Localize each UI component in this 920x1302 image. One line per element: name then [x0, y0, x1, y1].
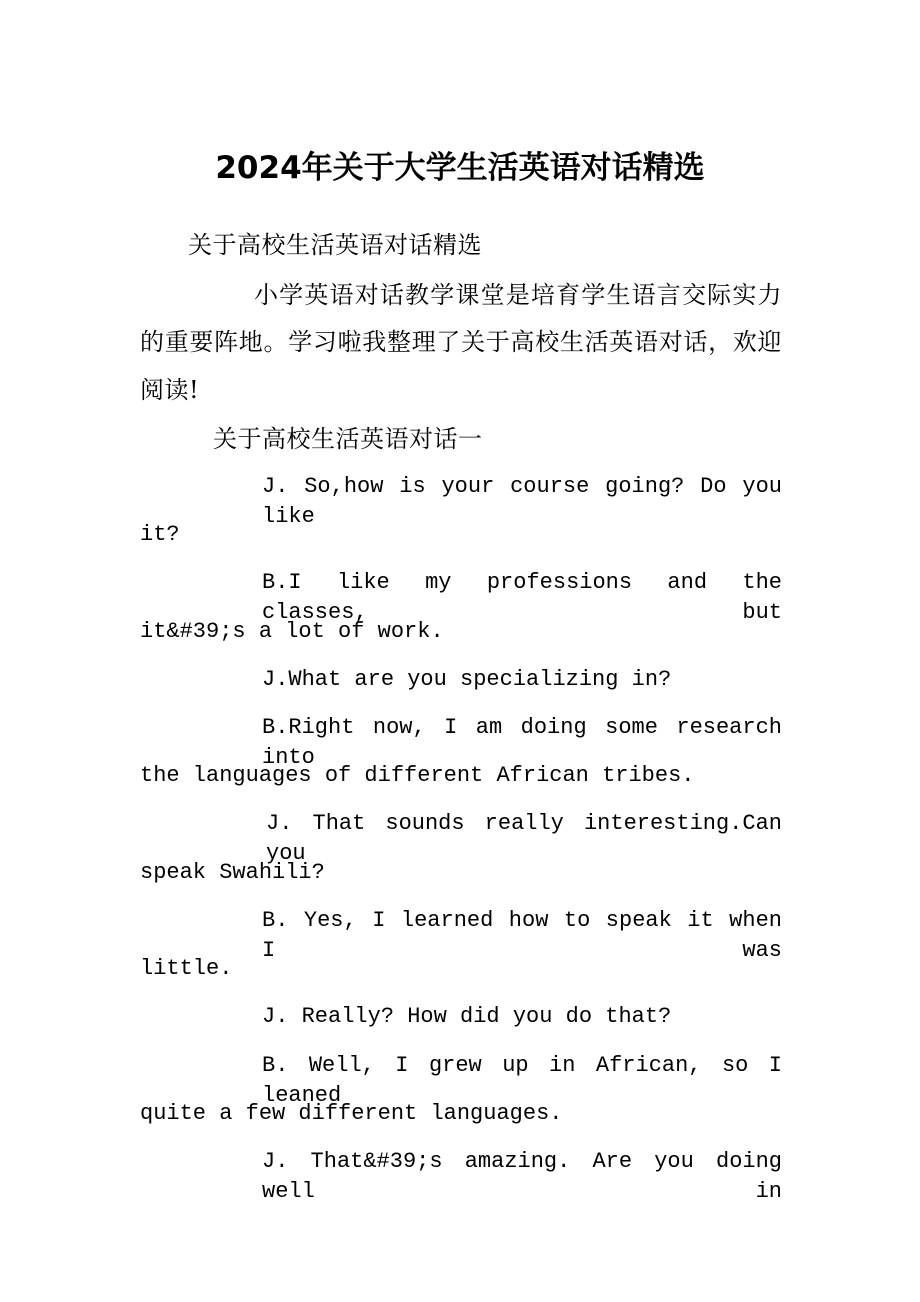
- dialogue-line: J. That&#39;s amazing. Are you doing well in: [262, 1149, 782, 1204]
- dialogue-line: the languages of different African tribes.: [140, 763, 695, 788]
- intro-line: 小学英语对话教学课堂是培育学生语言交际实力: [254, 281, 782, 309]
- dialogue-line: B. Yes, I learned how to speak it when I was: [262, 908, 782, 963]
- document-title: 2024年关于大学生活英语对话精选: [215, 150, 705, 186]
- dialogue-line: it?: [140, 522, 180, 547]
- dialogue-line: it&#39;s a lot of work.: [140, 619, 444, 644]
- subtitle: 关于高校生活英语对话精选: [188, 231, 482, 259]
- dialogue-line: quite a few different languages.: [140, 1101, 563, 1126]
- dialogue-line: J. So,how is your course going? Do you like: [262, 474, 782, 529]
- dialogue-line: J.What are you specializing in?: [262, 667, 672, 692]
- intro-line: 阅读!: [140, 376, 200, 404]
- dialogue-line: speak Swahili?: [140, 860, 325, 885]
- dialogue-line: J. Really? How did you do that?: [262, 1004, 672, 1029]
- dialogue-line: little.: [140, 956, 233, 981]
- dialogue-line: B.I like my professions and the classes, but: [262, 570, 782, 625]
- dialogue-line: J. That sounds really interesting.Can you: [266, 811, 782, 866]
- dialogue-line: B.Right now, I am doing some research into: [262, 715, 782, 770]
- section-heading: 关于高校生活英语对话一: [213, 425, 483, 453]
- dialogue-line: B. Well, I grew up in African, so I leaned: [262, 1053, 782, 1108]
- intro-line: 的重要阵地。学习啦我整理了关于高校生活英语对话，欢迎: [140, 328, 782, 356]
